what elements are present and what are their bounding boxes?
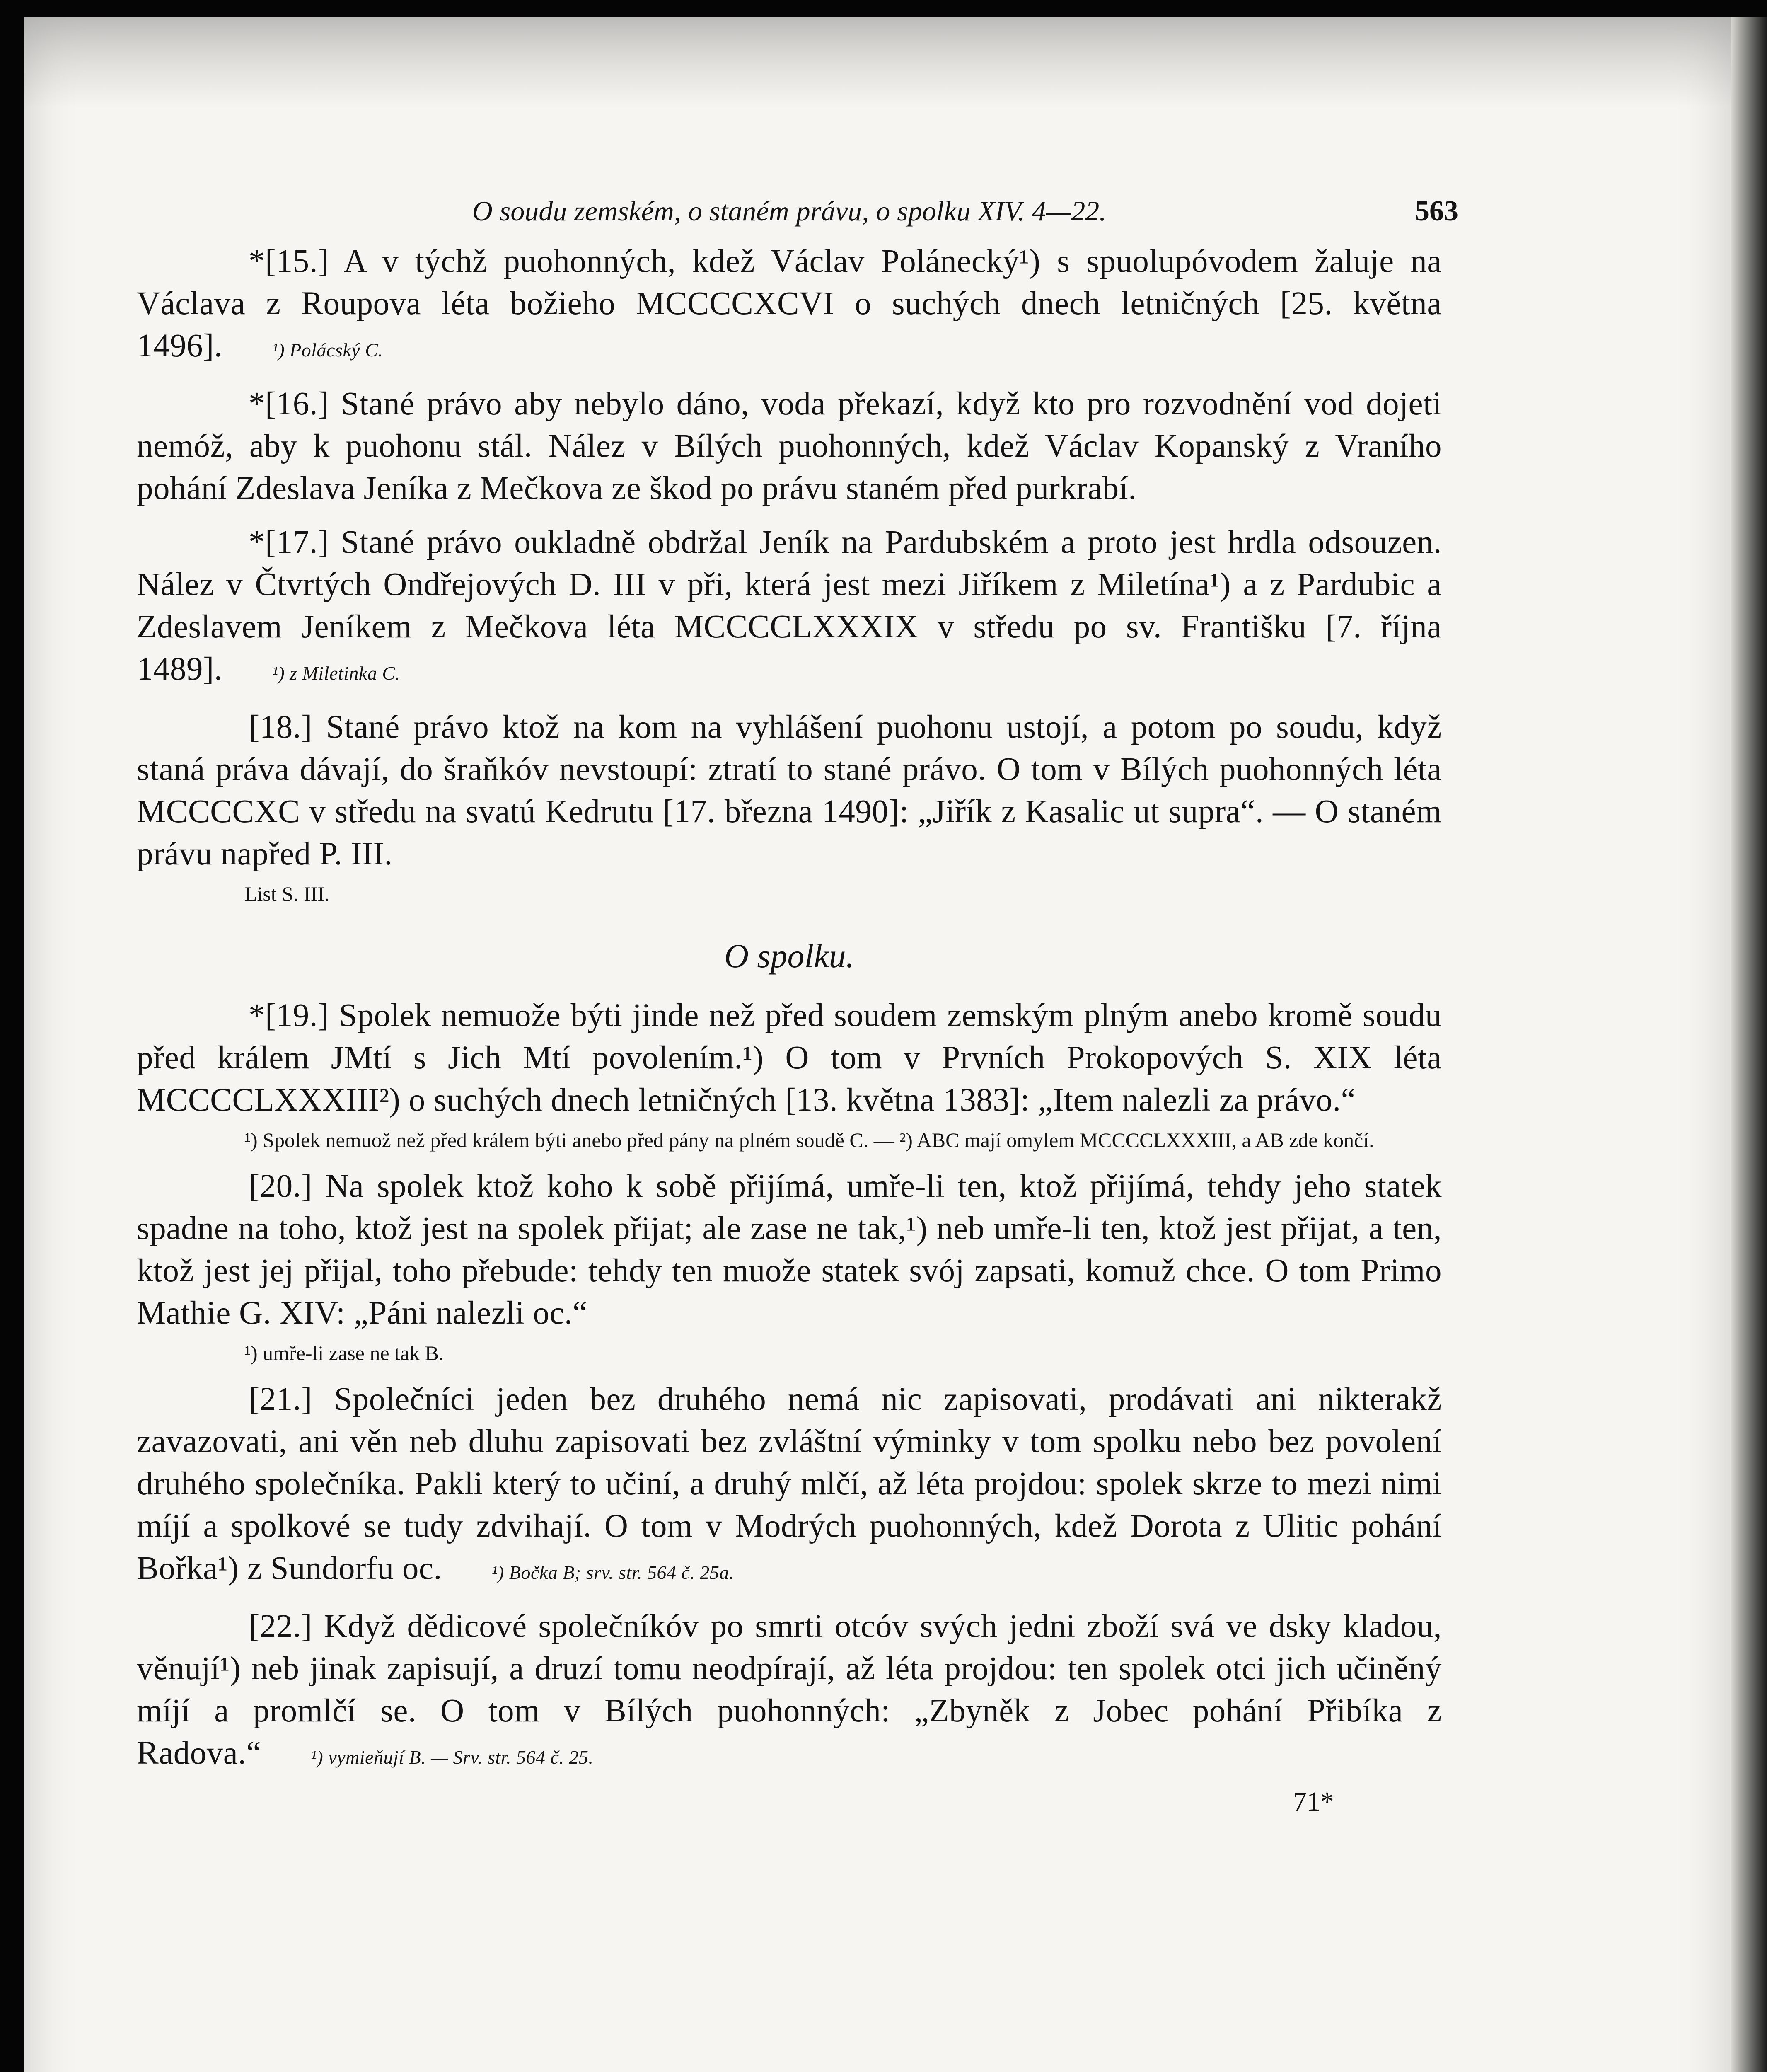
running-title: O soudu zemském, o staném právu, o spolku XIV. 4—22.: [472, 195, 1107, 227]
list-note: List S. III.: [244, 882, 330, 905]
paragraph-21: [137, 1378, 1442, 1594]
paragraph-15: [137, 240, 1442, 371]
section-heading: O spolku.: [724, 937, 855, 975]
page-content: [137, 195, 1458, 1818]
paragraph-16: [137, 383, 1442, 510]
paragraph-text: *[17.] Stané právo oukladně obdržal Jeník na Pardubském a proto jest hrdla odsouzen. Nález v Čtvrtých Ondřejových D. III v při, která jest mezi Jiříkem z Miletína¹) a z Pardubic a Zdeslavem Jeníkem z Mečkova léta MCCCCLXXXIX v středu po sv. Františku [7. října 1489].: [137, 524, 1442, 687]
footnote-20: ¹) umře-li zase ne tak B.: [244, 1341, 444, 1365]
paragraph-text: *[19.] Spolek nemuože býti jinde než před soudem zemským plným anebo kromě soudu před králem JMtí s Jich Mtí povolením.¹) O tom v Prvních Prokopových S. XIX léta MCCCCLXXXIII²) o suchých dnech letničných [13. května 1383]: „Item nalezli za právo.“: [137, 997, 1442, 1118]
paragraph-19: [137, 995, 1442, 1121]
paragraph-text: [18.] Stané právo ktož na kom na vyhlášení puohonu ustojí, a potom po soudu, když staná práva dávají, do šraňkóv nevstoupí: ztratí to stané právo. O tom v Bílých puohonných léta MCCCCXC v středu na svatú Kedrutu [17. března 1490]: „Jiřík z Kasalic ut supra“. — O staném právu napřed P. III.: [137, 709, 1442, 872]
sheet-signature: 71*: [1293, 1786, 1334, 1817]
inline-footnote: ¹) Bočka B; srv. str. 564 č. 25a.: [491, 1562, 734, 1583]
paragraph-17: [137, 521, 1442, 695]
scan-shadow: [24, 17, 1731, 108]
paragraph-text: [21.] Společníci jeden bez druhého nemá nic zapisovati, prodávati ani nikterakž zavazovati, ani věn neb dluhu zapisovati bez zvláštní výminky v tom spolku nebo bez povolení druhého společníka. Pakli který to učiní, a druhý mlčí, až léta projdou: spolek skrze to mezi nimi míjí a spolkové se tudy zdvihají. O tom v Modrých puohonných, kdež Dorota z Ulitic pohání Bořka¹) z Sundorfu oc.: [137, 1381, 1442, 1586]
inline-footnote: ¹) z Miletinka C.: [272, 663, 400, 684]
paragraph-text: *[15.] A v týchž puohonných, kdež Václav Polánecký¹) s spuolupóvodem žaluje na Václava z Roupova léta božieho MCCCCXCVI o suchých dnech letničných [25. května 1496].: [137, 243, 1442, 364]
paragraph-18: [137, 706, 1442, 875]
page-number: 563: [1415, 195, 1458, 227]
inline-footnote: ¹) vymieňují B. — Srv. str. 564 č. 25.: [311, 1747, 594, 1768]
page-edge: [1731, 17, 1767, 2072]
inline-footnote: ¹) Polácský C.: [272, 339, 383, 361]
paragraph-text: *[16.] Stané právo aby nebylo dáno, voda překazí, když kto pro rozvodnění vod dojeti nemóž, aby k puohonu stál. Nález v Bílých puohonných, kdež Václav Kopanský z Vraního pohání Zdeslava Jeníka z Mečkova ze škod po právu staném před purkrabí.: [137, 386, 1442, 506]
running-header: [137, 195, 1458, 240]
paragraph-text: [22.] Když dědicové společníkóv po smrti otcóv svých jedni zboží svá ve dsky kladou, věnují¹) neb jinak zapisují, a druzí tomu neodpírají, až léta projdou: ten spolek otci jich učiněný míjí a promlčí se. O tom v Bílých puohonných: „Zbyněk z Jobec pohání Přibíka z Radova.“: [137, 1608, 1442, 1771]
paragraph-22: [137, 1605, 1442, 1779]
paragraph-20: [137, 1165, 1442, 1334]
paragraph-text: [20.] Na spolek ktož koho k sobě přijímá, umře-li ten, ktož přijímá, tehdy jeho statek spadne na toho, ktož jest na spolek přijat; ale zase ne tak,¹) neb umře-li ten, ktož jest přijat, a ten, ktož jest jej přijal, toho přebude: tehdy ten muože statek svój zapsati, komuž chce. O tom Primo Mathie G. XIV: „Páni nalezli oc.“: [137, 1168, 1442, 1331]
footnote-19: ¹) Spolek nemuož než před králem býti anebo před pány na plném soudě C. — ²) ABC mají omylem MCCCCLXXXIII, a AB zde končí.: [244, 1128, 1374, 1152]
